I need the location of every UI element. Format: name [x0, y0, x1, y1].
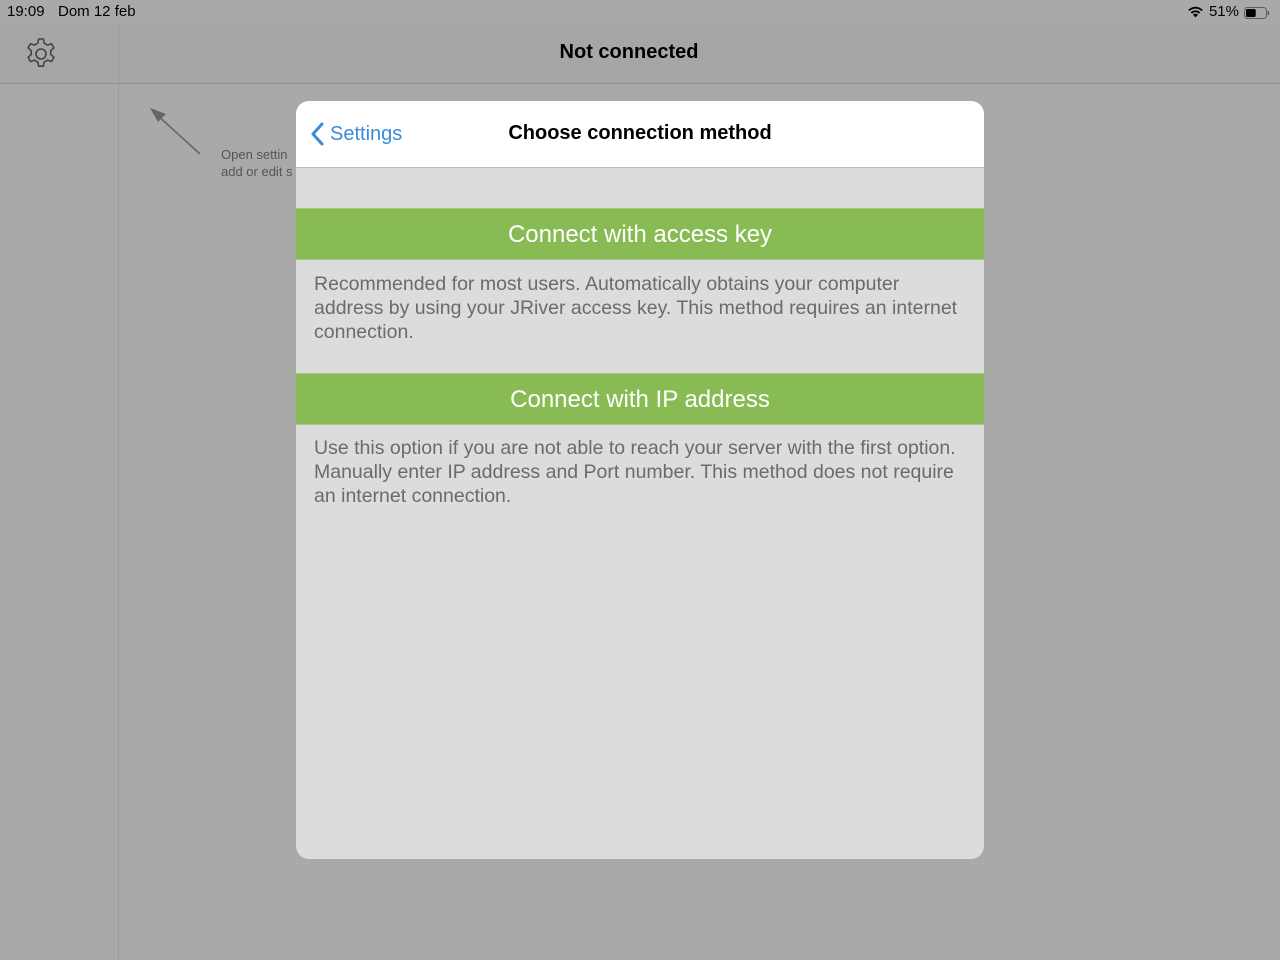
- settings-button[interactable]: [22, 35, 60, 73]
- nav-title: [119, 41, 1280, 64]
- status-indicators: [1187, 3, 1270, 20]
- gear-icon: [23, 36, 59, 72]
- battery-percent: 51%: [1208, 3, 1239, 20]
- status-time: 19:09: [7, 3, 45, 20]
- modal-title: Choose connection method: [508, 122, 772, 144]
- modal-header: [296, 101, 984, 168]
- connection-status: Not connected: [559, 41, 699, 63]
- battery-icon: [1244, 6, 1270, 18]
- nav-bar: [0, 24, 1280, 84]
- settings-hint-text: Open settin add or edit s: [221, 147, 293, 179]
- status-bar: [0, 0, 1280, 24]
- connect-access-key-button[interactable]: Connect with access key: [296, 208, 984, 260]
- wifi-icon: [1187, 5, 1204, 18]
- status-date: Dom 12 feb: [58, 3, 136, 20]
- hint-arrow-icon: [146, 104, 204, 158]
- back-button-label: Settings: [330, 122, 403, 145]
- connect-ip-address-button[interactable]: Connect with IP address: [296, 373, 984, 425]
- connection-method-modal: [296, 101, 984, 859]
- ip-address-description: Use this option if you are not able to reach your server with the first option. Manually enter IP address and Port number. This method does not require an internet connection.: [314, 437, 956, 507]
- sidebar-divider: [118, 24, 119, 960]
- access-key-description: Recommended for most users. Automatically obtains your computer address by using your JRiver access key. This method requires an internet connection.: [314, 273, 958, 343]
